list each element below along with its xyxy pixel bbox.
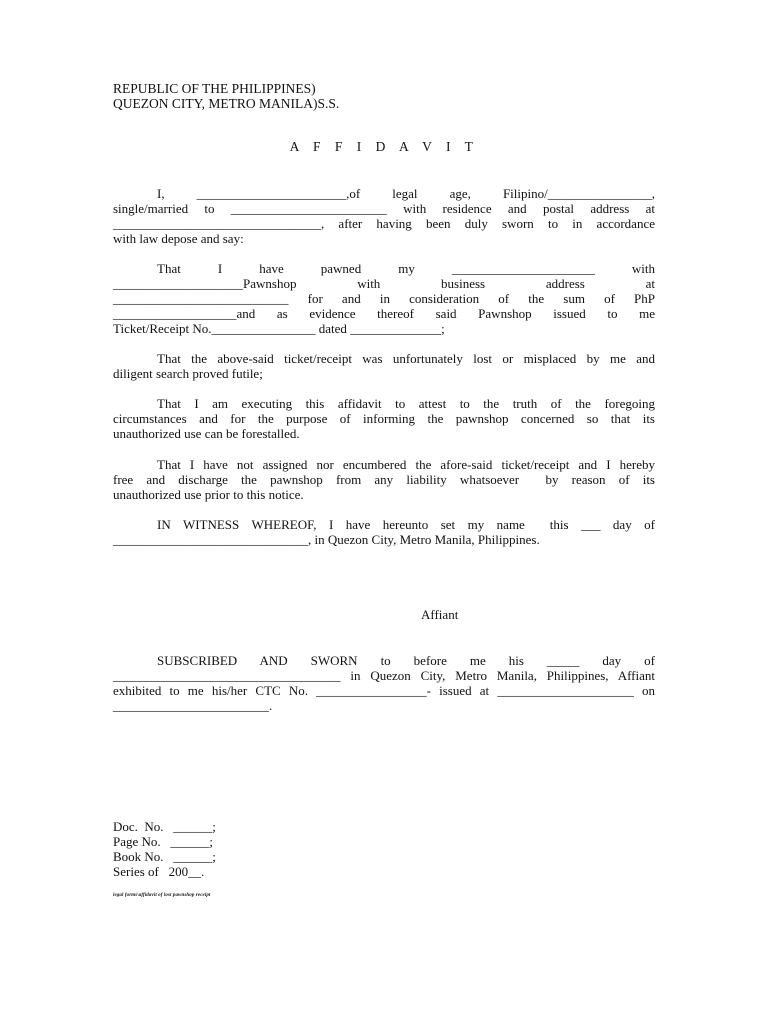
paragraph-line: That the above-said ticket/receipt was unfortunately lost or misplaced by me and [157,351,655,366]
paragraph-line: unauthorized use can be forestalled. [113,426,300,441]
paragraph-line: free and discharge the pawnshop from any liability whatsoever by reason of its [113,472,655,487]
paragraph-lost-ticket [113,351,655,381]
paragraph-line: with law depose and say: [113,231,244,246]
paragraph-line: IN WITNESS WHEREOF, I have hereunto set my name this ___ day of [157,517,655,532]
series-of: Series of 200__. [113,864,205,879]
paragraph-line: I, _______________________,of legal age, Filipino/________________, [157,186,655,201]
paragraph-line: Ticket/Receipt No.________________ dated ______________; [113,321,445,336]
paragraph-line: ____________________Pawnshop with business address at [113,276,655,291]
paragraph-line: That I have pawned my ______________________ with [157,261,655,276]
venue-republic: REPUBLIC OF THE PHILIPPINES) [113,81,316,96]
paragraph-discharge [113,457,655,502]
paragraph-line: ______________________________, in Quezon City, Metro Manila, Philippines. [113,532,540,547]
paragraph-line: ___________________________________ in Quezon City, Metro Manila, Philippines, Affiant [113,668,655,683]
paragraph-line: exhibited to me his/her CTC No. _________________- issued at _____________________ on [113,683,655,698]
file-path-footer: legal forms\affidavit of lost pawnshop receipt [113,893,211,898]
paragraph-line: SUBSCRIBED AND SWORN to before me his _____ day of [157,653,655,668]
paragraph-line: single/married to ________________________ with residence and postal address at [113,201,655,216]
paragraph-line: ________________________. [113,698,273,713]
paragraph-line: ___________________________ for and in consideration of the sum of PhP [113,291,655,306]
affiant-label: Affiant [421,607,459,622]
paragraph-witness [113,517,655,547]
paragraph-line: That I have not assigned nor encumbered the afore-said ticket/receipt and I hereby [157,457,655,472]
paragraph-line: diligent search proved futile; [113,366,263,381]
book-no: Book No. ______; [113,849,216,864]
paragraph-affiant-identity [113,186,655,246]
paragraph-line: ________________________________, after having been duly sworn to in accordance [113,216,655,231]
doc-no: Doc. No. ______; [113,819,216,834]
paragraph-jurat [113,653,655,713]
paragraph-line: circumstances and for the purpose of informing the pawnshop concerned so that its [113,411,655,426]
page-no: Page No. ______; [113,834,214,849]
paragraph-line: ___________________and as evidence thereof said Pawnshop issued to me [113,306,655,321]
venue-city: QUEZON CITY, METRO MANILA)S.S. [113,96,340,111]
paragraph-line: That I am executing this affidavit to attest to the truth of the foregoing [157,396,655,411]
paragraph-purpose [113,396,655,441]
document-title: A F F I D A V I T [289,139,479,154]
paragraph-pawned-item [113,261,655,336]
notarial-register [113,819,216,879]
paragraph-line: unauthorized use prior to this notice. [113,487,304,502]
